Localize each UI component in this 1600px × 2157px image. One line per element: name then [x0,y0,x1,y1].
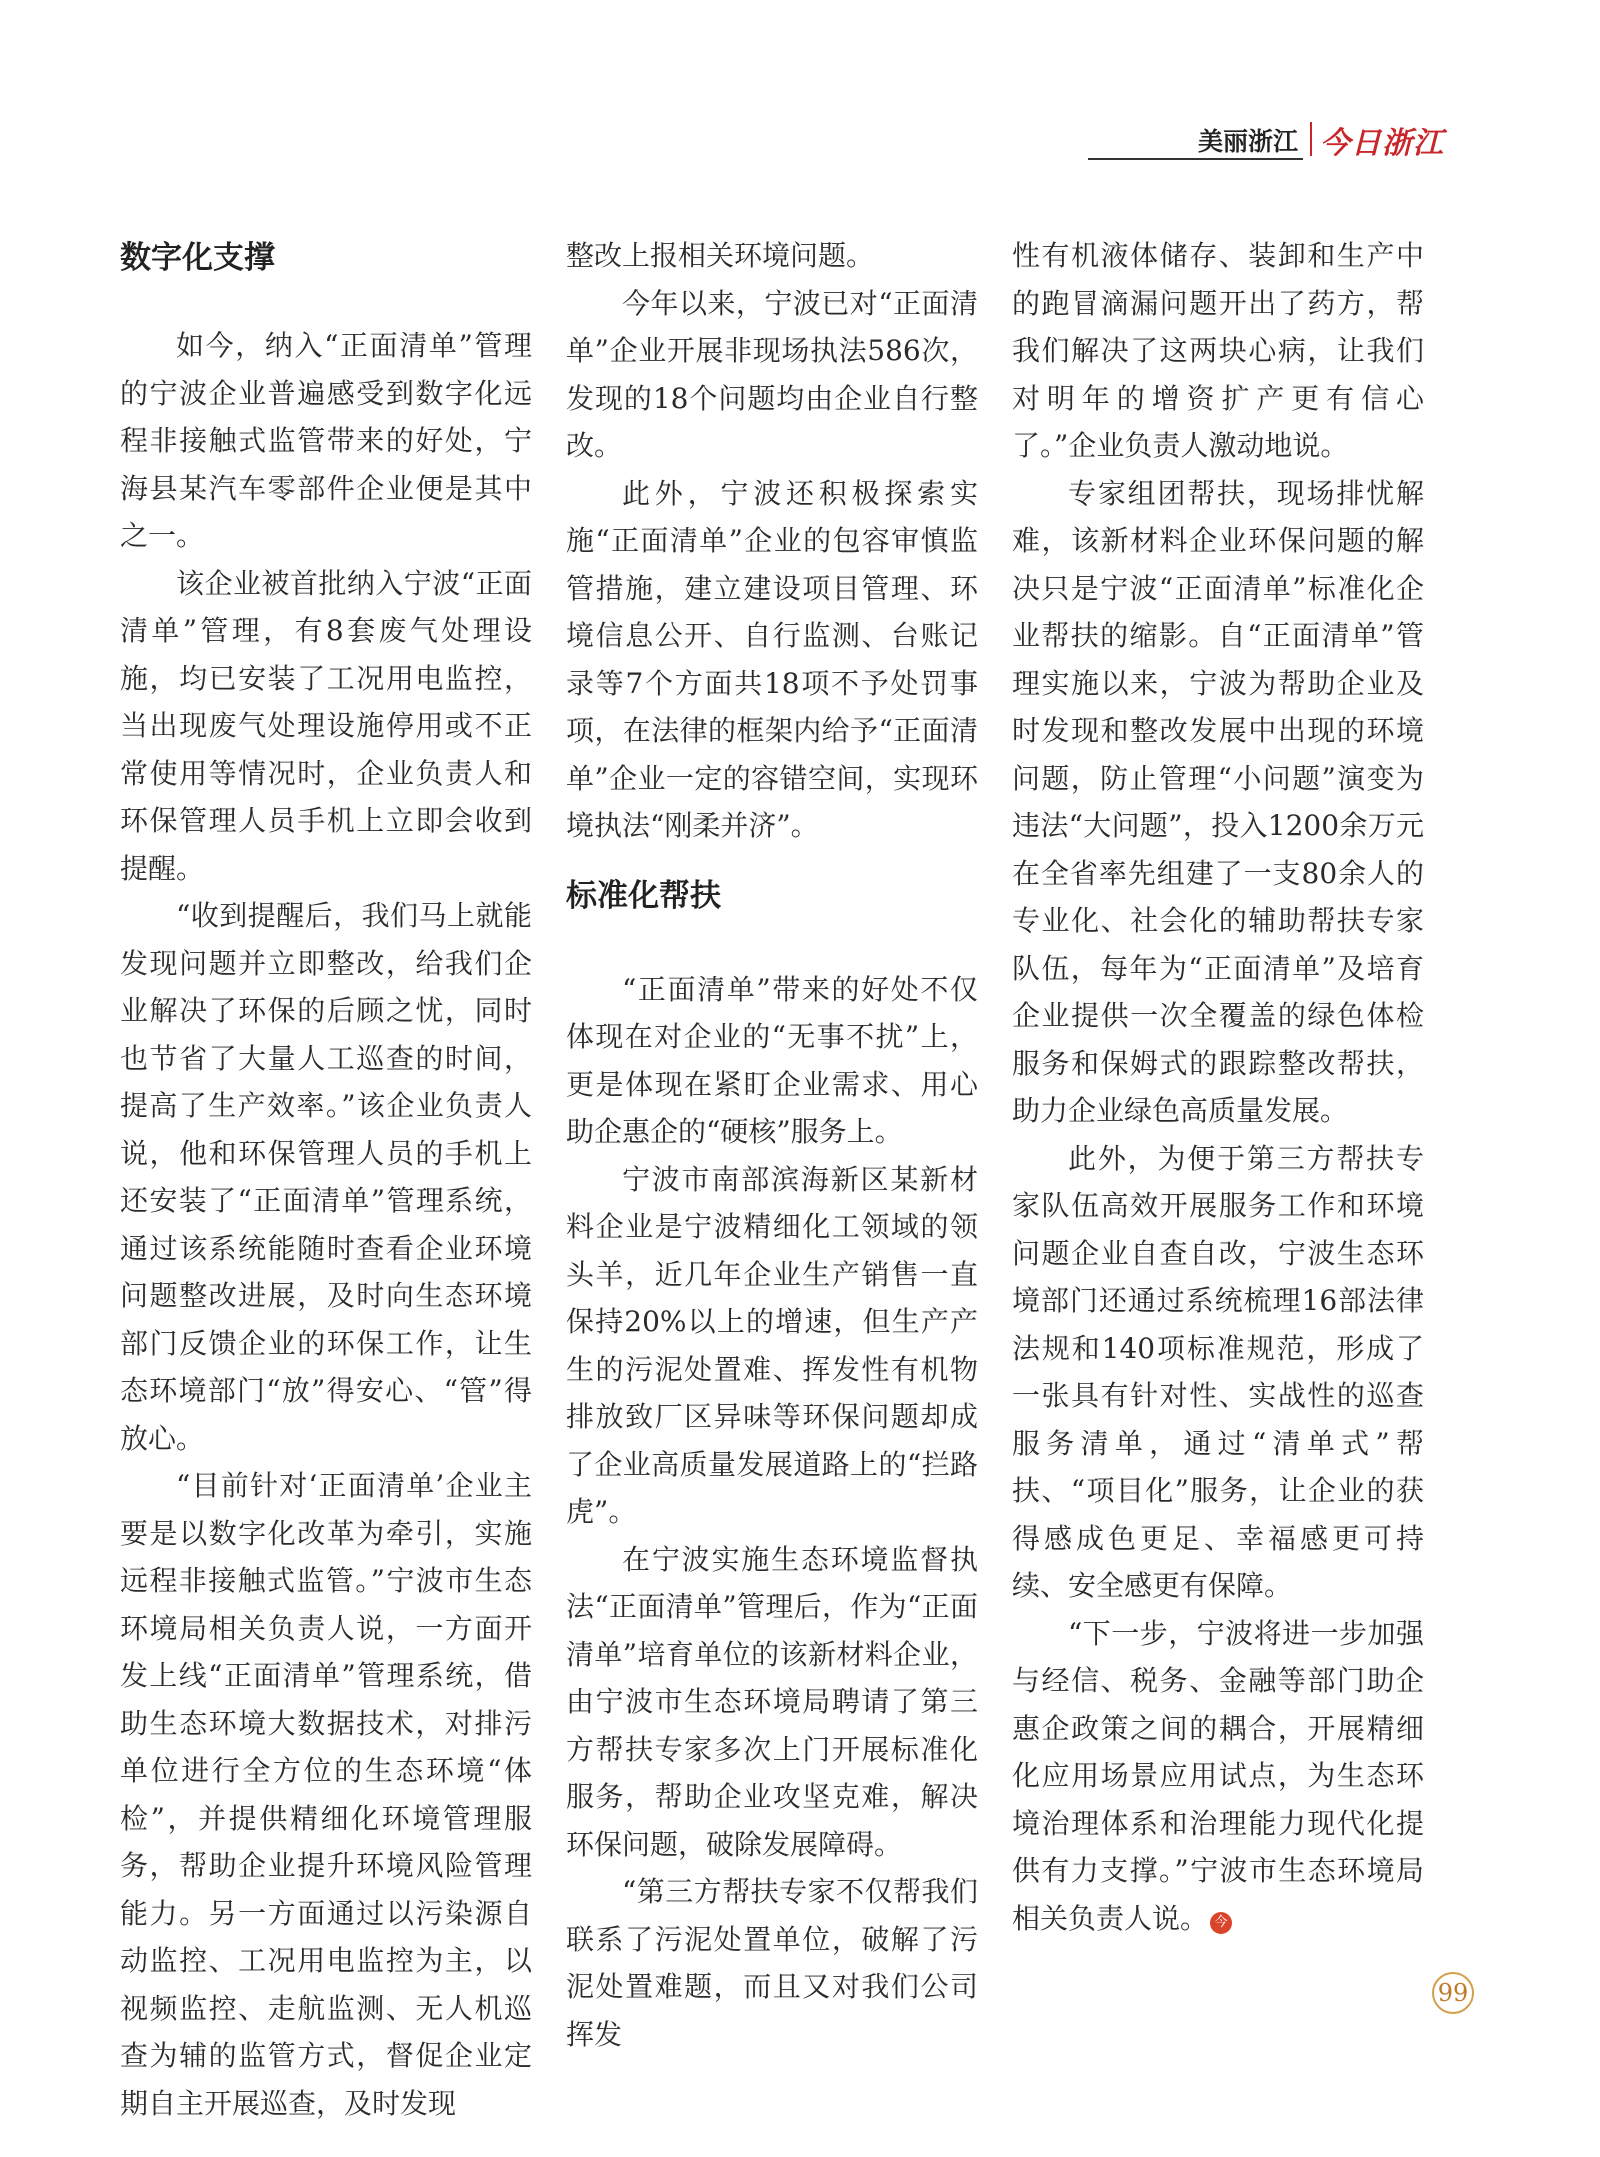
column-2 [566,232,978,2058]
paragraph: 该企业被首批纳入宁波“正面清单”管理，有8套废气处理设施，均已安装了工况用电监控，当出现废气处理设施停用或不正常使用等情况时，企业负责人和环保管理人员手机上立即会收到提醒。 [120,566,532,885]
paragraph: “第三方帮扶专家不仅帮我们联系了污泥处置单位，破解了污泥处置难题，而且又对我们公司挥发 [566,1875,978,2051]
paragraph: 在宁波实施生态环境监督执法“正面清单”管理后，作为“正面清单”培育单位的该新材料企业，由宁波市生态环境局聘请了第三方帮扶专家多次上门开展标准化服务，帮助企业攻坚克难，解决环保问题，破除发展障碍。 [566,1542,978,1861]
paragraph: “目前针对‘正面清单’企业主要是以数字化改革为牵引，实施远程非接触式监管。”宁波市生态环境局相关负责人说，一方面开发上线“正面清单”管理系统，借助生态环境大数据技术，对排污单位进行全方位的生态环境“体检”，并提供精细化环境管理服务，帮助企业提升环境风险管理能力。另一方面通过以污染源自动监控、工况用电监控为主，以视频监控、走航监测、无人机巡查为辅的监管方式，督促企业定期自主开展巡查，及时发现 [120,1469,532,2120]
end-mark-icon: 今 [1210,1912,1232,1934]
paragraph: 如今，纳入“正面清单”管理的宁波企业普遍感受到数字化远程非接触式监管带来的好处，宁海县某汽车零部件企业便是其中之一。 [120,329,532,552]
paragraph-continuation: 整改上报相关环境问题。 [566,239,875,272]
paragraph: 今年以来，宁波已对“正面清单”企业开展非现场执法586次，发现的18个问题均由企业自行整改。 [566,286,978,462]
section-heading-standardized: 标准化帮扶 [566,877,721,914]
final-text: “下一步，宁波将进一步加强与经信、税务、金融等部门助企惠企政策之间的耦合，开展精细化应用场景应用试点，为生态环境治理体系和治理能力现代化提供有力支撑。”宁波市生态环境局相关负责人说。 [1012,1616,1424,1935]
paragraph: 专家组团帮扶，现场排忧解难，该新材料企业环保问题的解决只是宁波“正面清单”标准化企业帮扶的缩影。自“正面清单”管理实施以来，宁波为帮助企业及时发现和整改发展中出现的环境问题，防止管理“小问题”演变为违法“大问题”，投入1200余万元在全省率先组建了一支80余人的专业化、社会化的辅助帮扶专家队伍，每年为“正面清单”及培育企业提供一次全覆盖的绿色体检服务和保姆式的跟踪整改帮扶，助力企业绿色高质量发展。 [1012,476,1424,1127]
column-3 [1012,232,1424,1942]
header-rule [1088,158,1303,160]
section-heading-digital: 数字化支撑 [120,240,275,276]
paragraph: 此外，为便于第三方帮扶专家队伍高效开展服务工作和环境问题企业自查自改，宁波生态环境部门还通过系统梳理16部法律法规和140项标准规范，形成了一张具有针对性、实战性的巡查服务清单，通过“清单式”帮扶、“项目化”服务，让企业的获得感成色更足、幸福感更可持续、安全感更有保障。 [1012,1141,1424,1602]
paragraph-final [1012,1610,1424,1943]
paragraph: 此外，宁波还积极探索实施“正面清单”企业的包容审慎监管措施，建立建设项目管理、环境信息公开、自行监测、台账记录等7个方面共18项不予处罚事项，在法律的框架内给予“正面清单”企业一定的容错空间，实现环境执法“刚柔并济”。 [566,476,978,842]
paragraph: “正面清单”带来的好处不仅体现在对企业的“无事不扰”上，更是体现在紧盯企业需求、用心助企惠企的“硬核”服务上。 [566,972,978,1148]
column-1 [120,238,532,2127]
header-section-title: 美丽浙江 [1198,127,1299,156]
header-divider [1310,122,1312,156]
magazine-logo: 今日浙江 [1320,126,1444,161]
paragraph-continuation: 性有机液体储存、装卸和生产中的跑冒滴漏问题开出了药方，帮我们解决了这两块心病，让我们对明年的增资扩产更有信心了。”企业负责人激动地说。 [1012,239,1424,462]
page-number: 99 [1432,1972,1474,2014]
paragraph: 宁波市南部滨海新区某新材料企业是宁波精细化工领域的领头羊，近几年企业生产销售一直保持20%以上的增速，但生产产生的污泥处置难、挥发性有机物排放致厂区异味等环保问题却成了企业高质量发展道路上的“拦路虎”。 [566,1162,978,1528]
running-header [1088,118,1458,162]
paragraph: “收到提醒后，我们马上就能发现问题并立即整改，给我们企业解决了环保的后顾之忧，同时也节省了大量人工巡查的时间，提高了生产效率。”该企业负责人说，他和环保管理人员的手机上还安装了“正面清单”管理系统，通过该系统能随时查看企业环境问题整改进展，及时向生态环境部门反馈企业的环保工作，让生态环境部门“放”得安心、“管”得放心。 [120,899,532,1455]
